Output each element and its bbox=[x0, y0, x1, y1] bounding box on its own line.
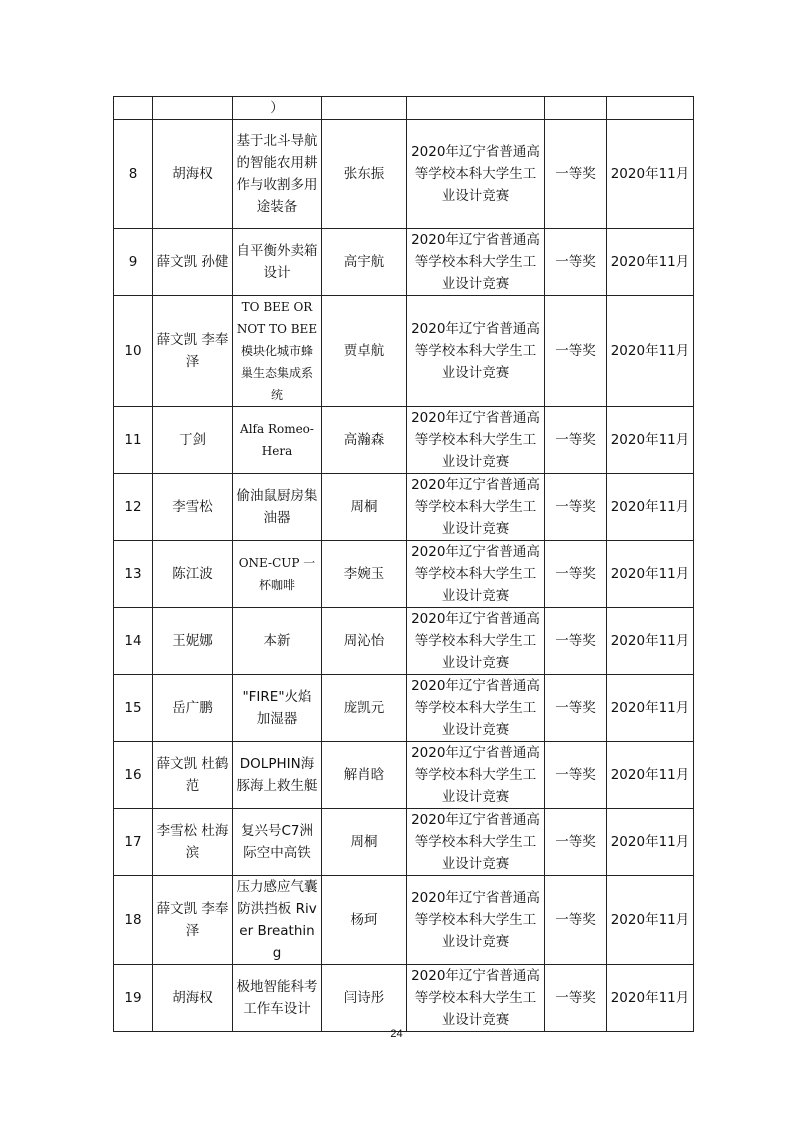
student-cell: 杨珂 bbox=[322, 876, 407, 965]
awards-table bbox=[113, 96, 694, 1032]
project-cell: 压力感应气囊防洪挡板 River Breathing bbox=[233, 876, 322, 965]
student-cell: 闫诗彤 bbox=[322, 965, 407, 1032]
student-cell: 周桐 bbox=[322, 809, 407, 876]
table-row bbox=[114, 965, 694, 1032]
competition-cell: 2020年辽宁省普通高等学校本科大学生工业设计竞赛 bbox=[407, 296, 545, 407]
date-cell: 2020年11月 bbox=[607, 120, 694, 229]
student-cell: 周沁怡 bbox=[322, 608, 407, 675]
date-cell: 2020年11月 bbox=[607, 809, 694, 876]
student-cell bbox=[322, 97, 407, 120]
competition-cell bbox=[407, 97, 545, 120]
project-cell: "FIRE"火焰加湿器 bbox=[233, 675, 322, 742]
award-cell: 一等奖 bbox=[545, 809, 607, 876]
advisor-cell: 岳广鹏 bbox=[153, 675, 233, 742]
page-number: 24 bbox=[390, 1028, 403, 1040]
student-cell: 解肖晗 bbox=[322, 742, 407, 809]
advisor-cell: 李雪松 杜海滨 bbox=[153, 809, 233, 876]
advisor-cell: 薛文凯 李奉泽 bbox=[153, 876, 233, 965]
table-row bbox=[114, 407, 694, 474]
row-number-cell: 13 bbox=[114, 541, 153, 608]
student-cell: 周桐 bbox=[322, 474, 407, 541]
row-number-cell: 8 bbox=[114, 120, 153, 229]
table-row bbox=[114, 296, 694, 407]
competition-cell: 2020年辽宁省普通高等学校本科大学生工业设计竞赛 bbox=[407, 474, 545, 541]
table-row bbox=[114, 876, 694, 965]
row-number-cell: 9 bbox=[114, 229, 153, 296]
advisor-cell: 薛文凯 孙健 bbox=[153, 229, 233, 296]
award-cell: 一等奖 bbox=[545, 675, 607, 742]
row-number-cell: 19 bbox=[114, 965, 153, 1032]
table-row bbox=[114, 675, 694, 742]
date-cell bbox=[607, 97, 694, 120]
advisor-cell: 王妮娜 bbox=[153, 608, 233, 675]
date-cell: 2020年11月 bbox=[607, 675, 694, 742]
award-cell: 一等奖 bbox=[545, 296, 607, 407]
row-number-cell: 10 bbox=[114, 296, 153, 407]
student-cell: 李婉玉 bbox=[322, 541, 407, 608]
advisor-cell: 薛文凯 杜鹤范 bbox=[153, 742, 233, 809]
row-number-cell: 16 bbox=[114, 742, 153, 809]
project-cell: DOLPHIN海豚海上救生艇 bbox=[233, 742, 322, 809]
table-row bbox=[114, 97, 694, 120]
student-cell: 张东振 bbox=[322, 120, 407, 229]
table-row bbox=[114, 608, 694, 675]
row-number-cell bbox=[114, 97, 153, 120]
advisor-cell: 胡海权 bbox=[153, 965, 233, 1032]
competition-cell: 2020年辽宁省普通高等学校本科大学生工业设计竞赛 bbox=[407, 876, 545, 965]
project-cell: TO BEE OR NOT TO BEE模块化城市蜂巢生态集成系统 bbox=[233, 296, 322, 407]
advisor-cell: 陈江波 bbox=[153, 541, 233, 608]
competition-cell: 2020年辽宁省普通高等学校本科大学生工业设计竞赛 bbox=[407, 675, 545, 742]
date-cell: 2020年11月 bbox=[607, 876, 694, 965]
award-cell: 一等奖 bbox=[545, 120, 607, 229]
date-cell: 2020年11月 bbox=[607, 608, 694, 675]
table-row bbox=[114, 474, 694, 541]
project-cell: 极地智能科考工作车设计 bbox=[233, 965, 322, 1032]
competition-cell: 2020年辽宁省普通高等学校本科大学生工业设计竞赛 bbox=[407, 407, 545, 474]
project-cell: 复兴号C7洲际空中高铁 bbox=[233, 809, 322, 876]
project-cell: Alfa Romeo-Hera bbox=[233, 407, 322, 474]
row-number-cell: 12 bbox=[114, 474, 153, 541]
row-number-cell: 15 bbox=[114, 675, 153, 742]
row-number-cell: 18 bbox=[114, 876, 153, 965]
table-row bbox=[114, 120, 694, 229]
award-cell: 一等奖 bbox=[545, 229, 607, 296]
date-cell: 2020年11月 bbox=[607, 407, 694, 474]
date-cell: 2020年11月 bbox=[607, 742, 694, 809]
table-row bbox=[114, 742, 694, 809]
project-cell: ） bbox=[233, 97, 322, 120]
advisor-cell bbox=[153, 97, 233, 120]
date-cell: 2020年11月 bbox=[607, 229, 694, 296]
advisor-cell: 丁剑 bbox=[153, 407, 233, 474]
row-number-cell: 11 bbox=[114, 407, 153, 474]
competition-cell: 2020年辽宁省普通高等学校本科大学生工业设计竞赛 bbox=[407, 608, 545, 675]
student-cell: 高宇航 bbox=[322, 229, 407, 296]
date-cell: 2020年11月 bbox=[607, 474, 694, 541]
table-row bbox=[114, 541, 694, 608]
row-number-cell: 14 bbox=[114, 608, 153, 675]
row-number-cell: 17 bbox=[114, 809, 153, 876]
date-cell: 2020年11月 bbox=[607, 296, 694, 407]
competition-cell: 2020年辽宁省普通高等学校本科大学生工业设计竞赛 bbox=[407, 965, 545, 1032]
project-cell: ONE-CUP 一杯咖啡 bbox=[233, 541, 322, 608]
award-cell: 一等奖 bbox=[545, 474, 607, 541]
award-cell bbox=[545, 97, 607, 120]
competition-cell: 2020年辽宁省普通高等学校本科大学生工业设计竞赛 bbox=[407, 541, 545, 608]
award-cell: 一等奖 bbox=[545, 608, 607, 675]
date-cell: 2020年11月 bbox=[607, 965, 694, 1032]
project-cell: 自平衡外卖箱设计 bbox=[233, 229, 322, 296]
award-cell: 一等奖 bbox=[545, 965, 607, 1032]
student-cell: 贾卓航 bbox=[322, 296, 407, 407]
table-row bbox=[114, 809, 694, 876]
competition-cell: 2020年辽宁省普通高等学校本科大学生工业设计竞赛 bbox=[407, 742, 545, 809]
advisor-cell: 胡海权 bbox=[153, 120, 233, 229]
award-cell: 一等奖 bbox=[545, 407, 607, 474]
student-cell: 庞凯元 bbox=[322, 675, 407, 742]
competition-cell: 2020年辽宁省普通高等学校本科大学生工业设计竞赛 bbox=[407, 229, 545, 296]
award-cell: 一等奖 bbox=[545, 541, 607, 608]
award-cell: 一等奖 bbox=[545, 876, 607, 965]
advisor-cell: 薛文凯 李奉泽 bbox=[153, 296, 233, 407]
student-cell: 高瀚森 bbox=[322, 407, 407, 474]
table-row bbox=[114, 229, 694, 296]
competition-cell: 2020年辽宁省普通高等学校本科大学生工业设计竞赛 bbox=[407, 809, 545, 876]
project-cell: 偷油鼠厨房集油器 bbox=[233, 474, 322, 541]
advisor-cell: 李雪松 bbox=[153, 474, 233, 541]
project-cell: 基于北斗导航的智能农用耕作与收割多用途装备 bbox=[233, 120, 322, 229]
award-cell: 一等奖 bbox=[545, 742, 607, 809]
competition-cell: 2020年辽宁省普通高等学校本科大学生工业设计竞赛 bbox=[407, 120, 545, 229]
project-cell: 本新 bbox=[233, 608, 322, 675]
date-cell: 2020年11月 bbox=[607, 541, 694, 608]
